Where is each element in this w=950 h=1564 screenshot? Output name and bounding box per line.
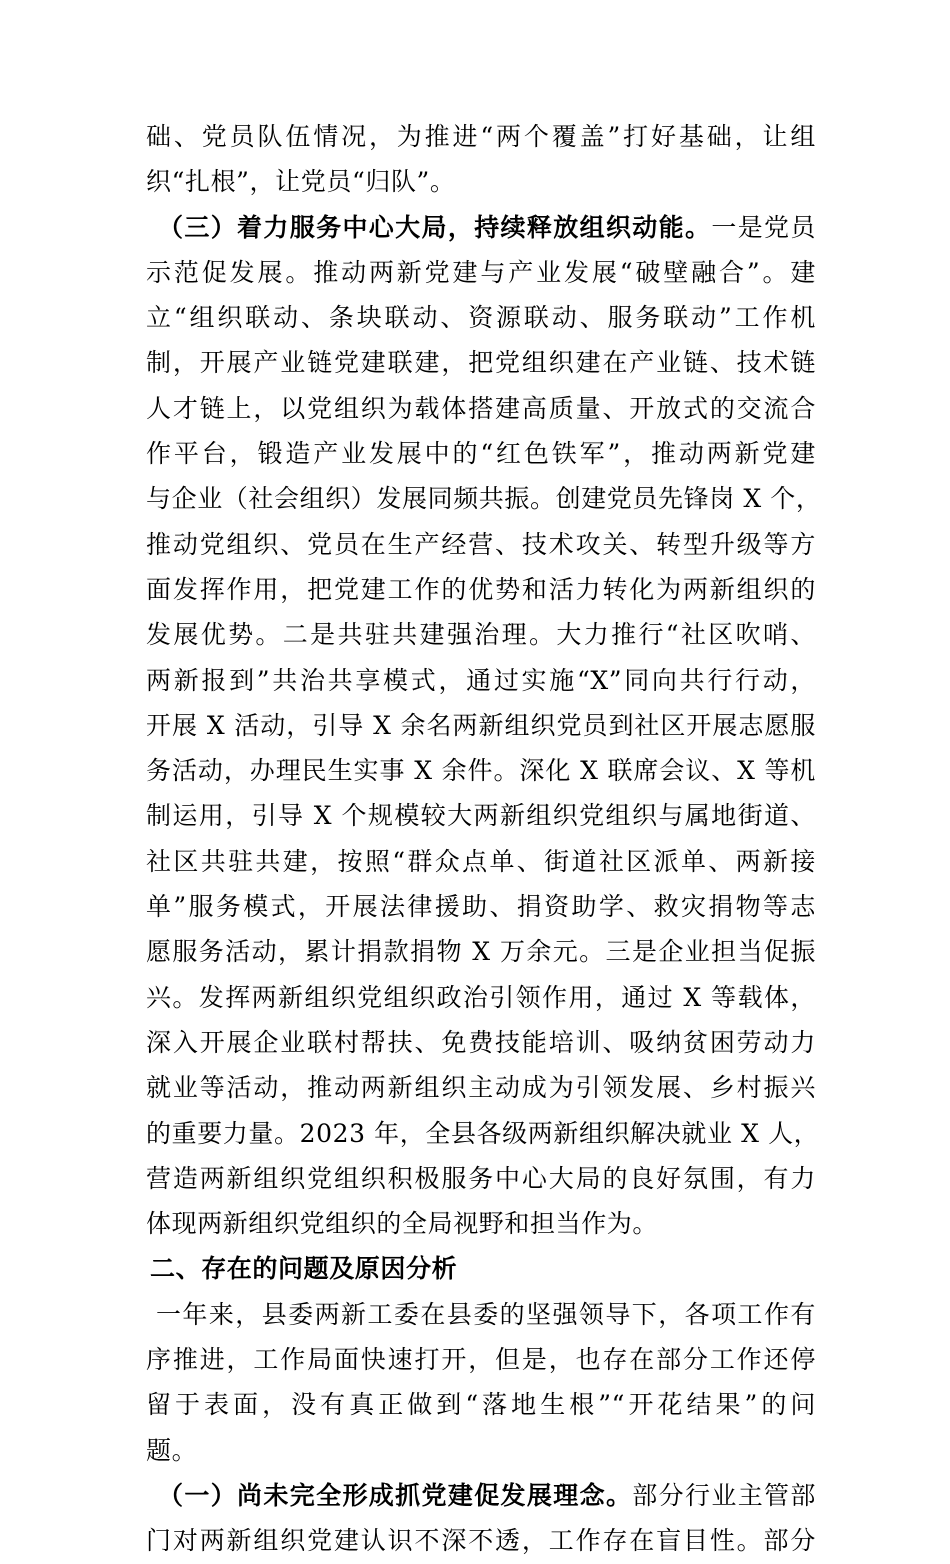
text-line [146,839,816,884]
body-text: 础、党员队伍情况，为推进“两个覆盖”打好基础，让组 [146,122,816,151]
body-text: 作平台，锻造产业发展中的“红色铁军”，推动两新党建 [146,439,816,469]
body-text: 开展 X 活动，引导 X 余名两新组织党员到社区开展志愿服 [146,710,816,740]
body-text: 制运用，引导 X 个规模较大两新组织党组织与属地街道、 [146,801,816,831]
body-text: 推动党组织、党员在生产经营、技术攻关、转型升级等方 [146,529,816,559]
section-heading [146,1246,816,1291]
text-line [146,1473,816,1518]
body-text: 愿服务活动，累计捐款捐物 X 万余元。三是企业担当促振 [146,937,816,967]
document-body [146,114,822,1564]
text-line [146,1020,816,1065]
body-text: 立“组织联动、条块联动、资源联动、服务联动”工作机 [146,303,816,333]
text-line [146,658,816,703]
body-text: 的重要力量。2023 年，全县各级两新组织解决就业 X 人， [146,1118,820,1148]
text-line [146,295,816,340]
text-line [146,522,816,567]
bold-lead-text: 二、存在的问题及原因分析 [150,1254,458,1284]
body-text: 示范促发展。推动两新党建与产业发展“破壁融合”。建 [146,257,816,287]
bold-lead-text: （一）尚未完全形成抓党建促发展理念。 [158,1480,633,1510]
text-line [146,793,816,838]
body-text: 两新报到”共治共享模式，通过实施“X”同向共行行动， [146,665,816,695]
text-line [146,476,822,521]
text-line [146,748,816,793]
text-line [146,567,816,612]
text-line [146,340,816,385]
text-line [146,431,816,476]
text-line [146,205,816,250]
body-text: 兴。发挥两新组织党组织政治引领作用，通过 X 等载体， [146,982,816,1012]
body-text: 体现两新组织党组织的全局视野和担当作为。 [146,1209,659,1239]
text-line [146,1292,816,1337]
text-line [146,1156,816,1201]
text-line [146,114,816,159]
body-text: 与企业（社会组织）发展同频共振。创建党员先锋岗 X 个， [146,484,822,514]
text-line [146,1382,816,1427]
text-line [146,1111,820,1156]
body-text: 一年来，县委两新工委在县委的坚强领导下，各项工作有 [156,1299,816,1329]
text-line [146,975,816,1020]
body-text: 发展优势。二是共驻共建强治理。大力推行“社区吹哨、 [146,620,816,650]
text-line [146,1428,816,1473]
body-text: 留于表面，没有真正做到“落地生根”“开花结果”的问 [146,1390,816,1420]
body-text: 部分行业主管部 [632,1480,816,1510]
body-text: 题。 [146,1435,198,1465]
text-line [146,612,816,657]
body-text: 深入开展企业联村帮扶、免费技能培训、吸纳贫困劳动力 [146,1027,816,1057]
text-line [146,1518,816,1563]
body-text: 面发挥作用，把党建工作的优势和活力转化为两新组织的 [146,574,816,604]
body-text: 序推进，工作局面快速打开，但是，也存在部分工作还停 [146,1345,816,1375]
body-text: 就业等活动，推动两新组织主动成为引领发展、乡村振兴 [146,1073,816,1103]
text-line [146,159,816,204]
bold-lead-text: （三）着力服务中心大局，持续释放组织动能。 [158,212,712,242]
text-line [146,250,816,295]
text-line [146,386,816,431]
body-text: 人才链上，以党组织为载体搭建高质量、开放式的交流合 [146,393,816,423]
body-text: 单”服务模式，开展法律援助、捐资助学、救灾捐物等志 [146,892,816,922]
body-text: 制，开展产业链党建联建，把党组织建在产业链、技术链 [146,348,816,378]
body-text: 一是党员 [711,212,816,242]
text-line [146,703,816,748]
body-text: 营造两新组织党组织积极服务中心大局的良好氛围，有力 [146,1163,816,1193]
body-text: 门对两新组织党建认识不深不透，工作存在盲目性。部分 [146,1526,816,1556]
body-text: 务活动，办理民生实事 X 余件。深化 X 联席会议、X 等机 [146,756,816,786]
text-line [146,1201,816,1246]
text-line [146,929,816,974]
text-line [146,1065,816,1110]
text-line [146,884,816,929]
body-text: 织“扎根”，让党员“归队”。 [146,167,456,197]
body-text: 社区共驻共建，按照“群众点单、街道社区派单、两新接 [146,846,816,876]
